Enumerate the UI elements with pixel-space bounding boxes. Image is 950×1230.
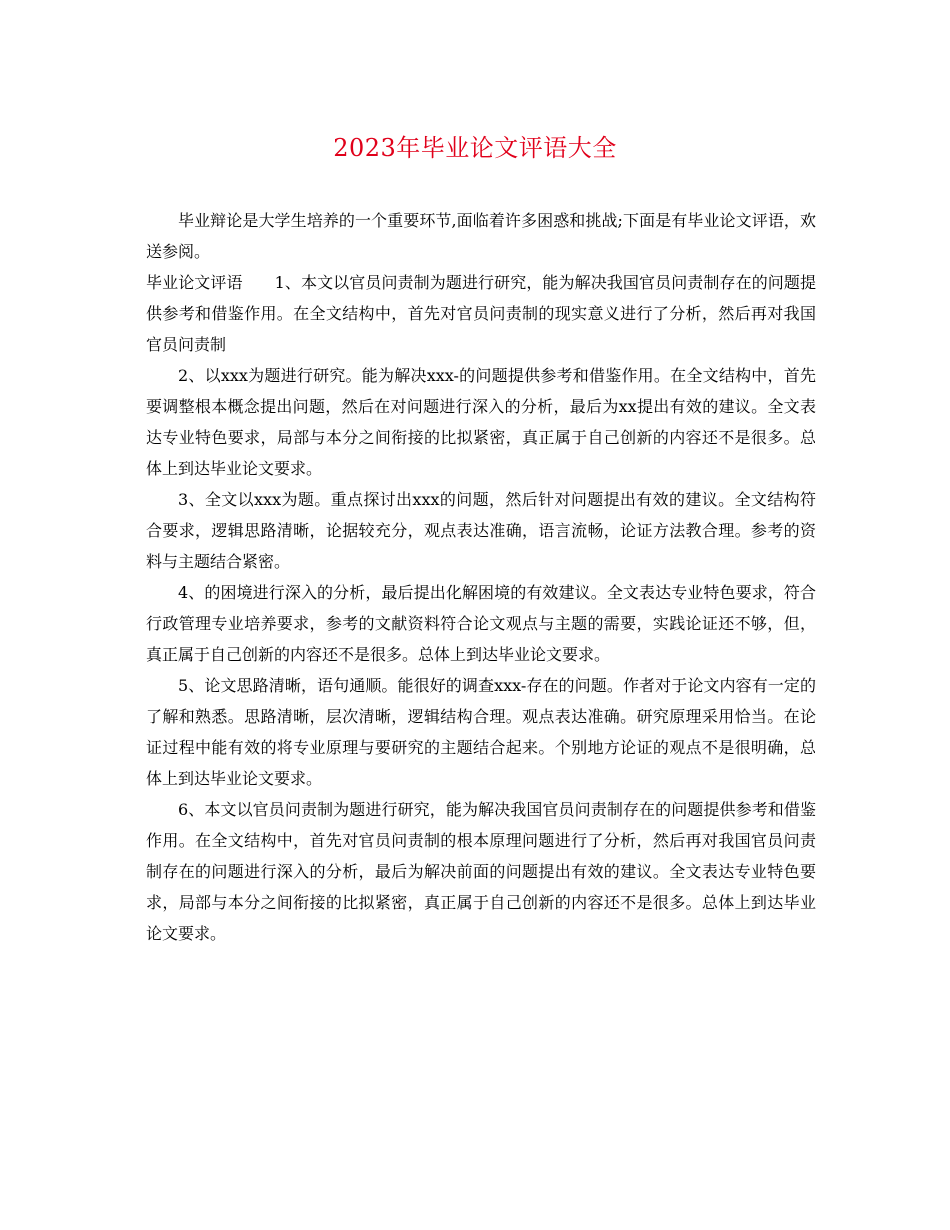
document-body	[146, 205, 816, 949]
evaluation-item-3: 3、全文以xxx为题。重点探讨出xxx的问题，然后针对问题提出有效的建议。全文结构符合要求，逻辑思路清晰，论据较充分，观点表达准确，语言流畅，论证方法教合理。参考的资料与主题结合紧密。	[146, 490, 816, 571]
intro-paragraph: 毕业辩论是大学生培养的一个重要环节,面临着许多困惑和挑战;下面是有毕业论文评语，欢送参阅。	[146, 211, 816, 261]
evaluation-item-4: 4、的困境进行深入的分析，最后提出化解困境的有效建议。全文表达专业特色要求，符合行政管理专业培养要求，参考的文献资料符合论文观点与主题的需要，实践论证还不够，但，真正属于自己创新的内容还不是很多。总体上到达毕业论文要求。	[146, 583, 816, 664]
evaluation-item-5: 5、论文思路清晰，语句通顺。能很好的调查xxx-存在的问题。作者对于论文内容有一定的了解和熟悉。思路清晰，层次清晰，逻辑结构合理。观点表达准确。研究原理采用恰当。在论证过程中能有效的将专业原理与要研究的主题结合起来。个别地方论证的观点不是很明确，总体上到达毕业论文要求。	[146, 676, 816, 788]
evaluation-item-2: 2、以xxx为题进行研究。能为解决xxx-的问题提供参考和借鉴作用。在全文结构中，首先要调整根本概念提出问题，然后在对问题进行深入的分析，最后为xx提出有效的建议。全文表达专业特色要求，局部与本分之间衔接的比拟紧密，真正属于自己创新的内容还不是很多。总体上到达毕业论文要求。	[146, 366, 816, 478]
section-label: 毕业论文评语	[146, 273, 243, 292]
document-title: 2023年毕业论文评语大全	[333, 134, 617, 162]
evaluation-item-6: 6、本文以官员问责制为题进行研究，能为解决我国官员问责制存在的问题提供参考和借鉴作用。在全文结构中，首先对官员问责制的根本原理问题进行了分析，然后再对我国官员问责制存在的问题进行深入的分析，最后为解决前面的问题提出有效的建议。全文表达专业特色要求，局部与本分之间衔接的比拟紧密，真正属于自己创新的内容还不是很多。总体上到达毕业论文要求。	[146, 800, 816, 943]
evaluation-item-1-text: 1、本文以官员问责制为题进行研究，能为解决我国官员问责制存在的问题提供参考和借鉴作用。在全文结构中，首先对官员问责制的现实意义进行了分析，然后再对我国官员问责制	[146, 273, 816, 354]
evaluation-item-1	[146, 267, 816, 360]
